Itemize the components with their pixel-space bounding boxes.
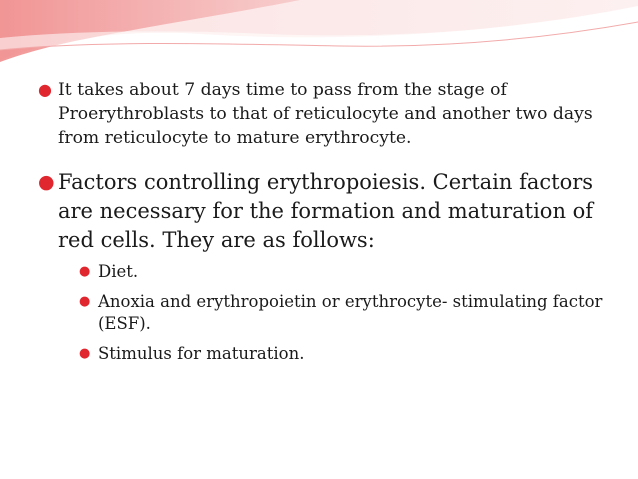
bullet-text: It takes about 7 days time to pass from the stage of Proerythroblasts to that of reticulocyte and another two days from reticulocyte to mature erythrocyte. — [58, 80, 593, 148]
bullet-icon: ● — [38, 171, 55, 193]
bullet-item — [38, 78, 618, 150]
sub-bullet-icon: ● — [79, 346, 91, 361]
sub-bullet-icon: ● — [79, 264, 91, 279]
sub-bullet-list — [79, 261, 618, 365]
sub-bullet-item — [79, 261, 618, 283]
sub-bullet-icon: ● — [79, 294, 91, 309]
bullet-icon: ● — [38, 80, 52, 99]
sub-bullet-text: Diet. — [98, 262, 139, 281]
sub-bullet-text: Stimulus for maturation. — [98, 344, 305, 363]
sub-bullet-item — [79, 343, 618, 365]
sub-bullet-text: Anoxia and erythropoietin or erythrocyte- stimulating factor (ESF). — [98, 292, 603, 333]
header-decoration — [0, 0, 638, 80]
bullet-text: Factors controlling erythropoiesis. Certain factors are necessary for the formation and maturation of red cells. They are as follows: — [58, 170, 594, 252]
slide-body — [38, 78, 618, 373]
bullet-item — [38, 168, 618, 255]
sub-bullet-item — [79, 291, 618, 335]
